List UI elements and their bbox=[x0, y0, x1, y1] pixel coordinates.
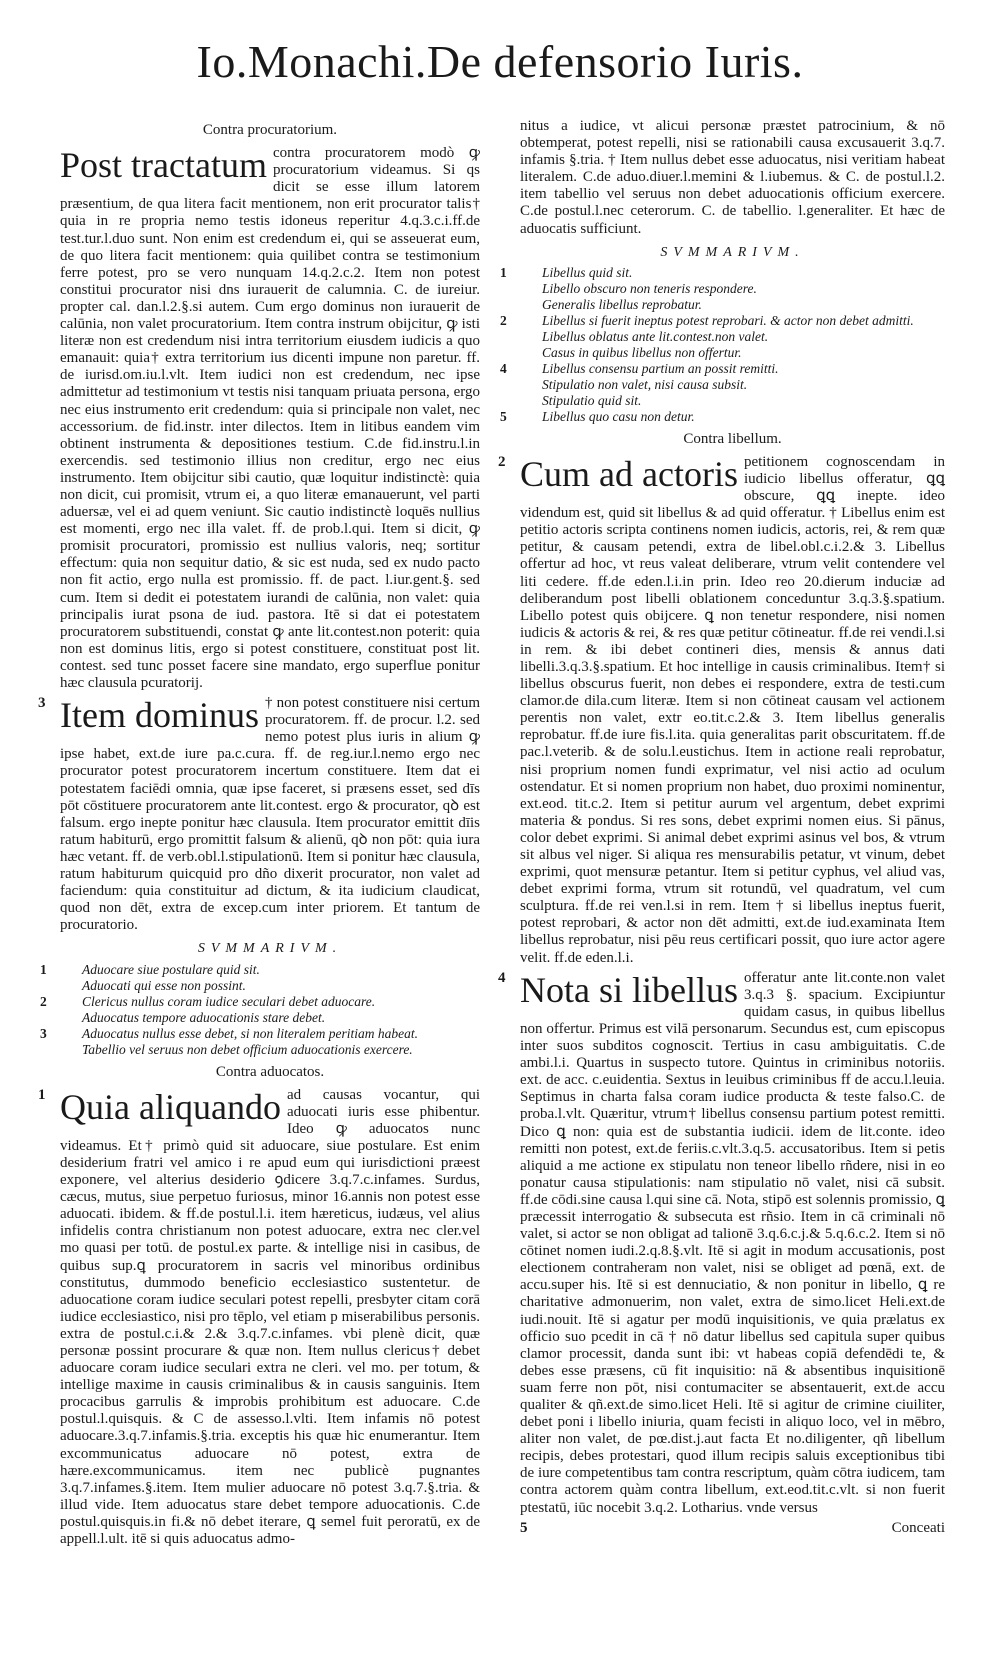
summarium-number: 2 bbox=[40, 993, 47, 1009]
summarium-item bbox=[500, 312, 945, 329]
summarium-text: Aduocatus tempore aduocationis stare debet. bbox=[82, 1009, 326, 1025]
summarium-item bbox=[520, 297, 945, 313]
text-nota-libellus: offeratur ante lit.conte.non valet 3.q.3 §. spacium. Excipiuntur quidam casus, in quibus libellus non offertur. Primus est vilā personarum. Secundus est, cum episcopus inter suos subditos cognoscit. Tertius in casu ambiguitatis. C.de ambi.l.i. Quartus in suspecto tutore. Quintus in criminibus notoriis. ext. de acc. c.euidentia. Sextus in leuibus criminibus ff de accu.l.leuia. Septimus in charta falsa coram iudice producta & teste falso.C. de proba.l.vlt. Quæritur, vtrum† libellus consensu partium potest remitti. Dico ꝗ non: quia est de substantia iudicii. idem de lit.conte. ideo remitti non potest, ext.de feriis.c.vlt.3.q.5. accusatoribus. Item si petis aliquid a me actione ex stipulatu non teneor libello rñdere, nisi in eo ponatur causa stipulationis: nam stipulatio nō valet, nisi cā subsit. ff.de cōdi.sine causa l.qui sine cā. Nota, stipō est solennis promissio, ꝗ præcessit interrogatio & subsecuta est rñsio. Item in cā criminali nō valet, si actor se non obligat ad talionē 3.q.6.c.j.& 5.q.6.c.2. Item si nō cōtinet nomen iudi.2.q.8.§.vlt. Itē si agit in modum accusationis, post electionem contraheram non valet, nisi se obliget ad pœnā, ext. de accu.super his. Itē si est dennuciatio, & non ponitur in libello, ꝗ re charitative admonuerim, non valet, extra de simo.licet Heli.ext.de iudi.nouit. Itē si agatur per modū inquisitionis, ve quia prælatus ex officio suo pcedit in cā † nō datur libellus sed capitula super quibus clamor processit, danda sunt ibi: vt habeas copiā defendēdi te, & debes esse præsens, cū fit inquisitio: nā & absentibus inquisitionē suam ferre non pōt, nisi contumaciter se absentauerit, ext.de accu qualiter & qñ.ext.de simo.licet Heli. Itē si agitur de crimine ciuiliter, debet poni i libello iniuria, quam fecisti in aliquo loco, vel in mēbro, aliter non valet, de pœ.dist.j.aut facta Et no.diligenter, qñ libellum recipis, debes protestari, quod illum recipis saluis exceptionibus tibi de iure competentibus tam contra rescriptum, quàm cōtra iudicem, tam contra actorem quàm contra libellum, ext.eod.tit.c.vlt. si non fuerit ptestatū, iūc nocebit 3.q.2. Lotharius. vnde versus bbox=[520, 969, 945, 1516]
text-item-dominus: † non potest constituere nisi certum procuratorem. ff. de procur. l.2. sed nemo potest plus iuris in alium ꝙ ipse habet, ext.de iure pa.c.cura. ff. de reg.iur.l.nemo ergo nec procurator potest procuratorem incertum constituere. Item dat ei potestatem faciēdi omnia, quæ ipse faceret, si præsens esset, sed dīs pōt cōstituere procuratorem ante lit.contest. ergo & procurator, qꝺ est falsum. ergo inepte ponitur hæc clausula. Item procurator emittit dīis ratum habiturū, ergo promittit falsum & alienū, qꝺ non pōt: quia iura hæc vetant. ff. de verb.obl.l.stipulationū. Item si ponitur hæc clausula, ratum habiturum quicquid pro dño dixerit procurator, non valet ad faciendum: quia constituitur ad dictum, & ita iudicium claudicat, quod non dēt, extra de excep.cum inter priorem. Et tantum de procuratorio. bbox=[60, 695, 480, 934]
initial-nota-si-libellus: Nota si libellus bbox=[520, 969, 738, 1010]
summarium-item bbox=[60, 978, 480, 994]
summarium-text: Aduocatus nullus esse debet, si non literalem peritiam habeat. bbox=[82, 1025, 418, 1041]
text-libellus: petitionem cognoscendam in iudicio libellus offeratur, ꝗꝗ obscure, ꝗꝗ inepte. ideo videndum est, quid sit libellus & ad quid offeratur. † Libellus enim est petitio actoris scripta continens nomen iudicis, actoris, rei, & rem quæ petitur, & causam petendi, extra de libel.obl.c.i.2.& 3. Libellus offertur ad hoc, vt reus valeat deliberare, vtrum velit contendere vel liti cedere. ff.de eden.l.i.in prin. Ideo reo 20.dierum induciæ ad deliberandum post libelli oblationem conceduntur 3.q.3.§.spatium. Libello potest quis obijcere. ꝗ non tenetur respondere, nisi nomen iudicis & actoris & rei, & res quæ petitur cōtineatur. ff.de rei vendi.l.si in rem. & ibi debet contineri dies, mensis & annus dati libelli.3.q.3.§.spatium. Et hoc intellige in causis criminalibus. Item† si libellus obscurus fuerit, non debes ei respondere, extra de testi.cum clamor.de dila.cum literæ. Item si non cōtineat causam vel actionem perentis non valet, extr eo.tit.c.2.& 3. Item libellus generalis reprobatur. ff.de iure fis.l.ita. quia generalitas parit obscuritatem. ff.de pac.l.veterib. & de solu.l.eustichus. Item in actione reali reprobatur, nisi proprium nomen fundi exprimatur, vel nisi actio ad oculum ostendatur. Et si nomen proprium non habet, duo proximi nominentur, ext.eod. tit.c.2. Item si petitur aurum vel argentum, debet exprimi materia & pondus. Si res sons, debet exprimi nomen eius. Si pānus, color debet exprimi. Si animal debet exprimi asinus vel bos, & vtrum sit albus vel niger. Si aliqua res mensurabilis petatur, vt vinum, debet exprimi, quot mensuræ petantur. Item si petitur cyphus, vel aliud vas, debet exprimi forma, vtrum sit rotundū, vel quadratum, vel cum sculptura. ff.de rei ven.l.si in rem. Item † si libellus ineptus fuerit, potest reprobari, & actor non dēt admitti, ext.de iud.examinata Item libellus reprobatur, nisi pēu reus certificari possit, quo iure actor agere velit. ff.de eden.l.i. bbox=[520, 453, 945, 966]
summarium-item bbox=[520, 345, 945, 361]
summarium-item bbox=[60, 1010, 480, 1026]
paragraph-procuratorium bbox=[60, 145, 480, 692]
summarium-number: 3 bbox=[40, 1025, 47, 1041]
summarium-text: Libellus quo casu non detur. bbox=[542, 408, 695, 424]
right-column bbox=[498, 118, 945, 1537]
summarium-item bbox=[40, 1025, 480, 1042]
initial-cum-ad-actoris: Cum ad actoris bbox=[520, 453, 738, 494]
summarium-text: Generalis libellus reprobatur. bbox=[542, 296, 702, 312]
summarium-text: Libello obscuro non teneris respondere. bbox=[542, 280, 757, 296]
summarium-text: Stipulatio non valet, nisi causa subsit. bbox=[542, 376, 748, 392]
rubric-contra-procuratorium: Contra procuratorium. bbox=[202, 122, 338, 138]
summarium-number: 5 bbox=[500, 408, 507, 424]
initial-item-dominus: Item dominus bbox=[60, 695, 259, 736]
summarium-text: Stipulatio quid sit. bbox=[542, 392, 642, 408]
margin-number: 3 bbox=[38, 695, 46, 712]
text-aduocati: ad causas vocantur, qui aduocati iuris esse phibentur. Ideo ꝙ aduocatos nunc videamus. Et† primò quid sit aduocare, siue postulare. Est enim desiderium fratri vel amico i re apud eum qui iurisdictioni præest exponere, vel alterius desiderio ꝯdicere 3.q.7.c.infames. Surdus, cæcus, mutus, siue perpetuo furiosus, minor 16.annis non potest esse aduocati. ibidem. & ff.de postul.l.i. item hæreticus, iudæus, vel alius infidelis contra christianum non potest aduocare, extra nec cler.vel mo quasi per totū. de postul.ex parte. & intellige nisi in casibus, de quibus sup.ꝗ procuratorem in sacris vel minoribus ordinibus constitutus, dummodo beneficio ecclesiastico sustentetur. de aduocatione coram iudice seculari potest repelli, presbyter citam corā iudice ecclesiastico, nisi pro tēplo, vel etiam p miserabilibus personis. extra de postul.c.i.& 2.& 3.q.7.c.infames. vbi plenè dicit, quæ personæ possint procurare & quæ non. Item nullus clericus† debet aduocare coram iudice seculari extra ne cleri. vel mo. per totum, & intellige maxime in causis criminalibus & in causis sanguinis. Item procacibus garrulis & improbis prohibitum est aduocare. C.de postul.l.quisquis. & C de assesso.l.vlti. Item infamis nō potest aduocare.3.q.7.infamis.§.tria. exceptis his quæ hic enumerantur. Item excommunicatus aduocare nō potest, extra de hære.excommunicamus. item nec publicè pugnantes 3.q.7.infames.§.item. Item mulier aduocare nō potest 3.q.7.§.tria. & illud vide. Item aduocatus stare debet tempore aduocationis. C.de postul.quisquis.in fi.& nō debet iterare, ꝗ semel fuit peroratū, ex de appell.l.ult. itē si quis aduocatus admo- bbox=[60, 1086, 480, 1548]
summarium-item bbox=[520, 377, 945, 393]
summarium-text: Libellus oblatus ante lit.contest.non valet. bbox=[542, 328, 769, 344]
summarium-text: Casus in quibus libellus non offertur. bbox=[542, 344, 742, 360]
summarium-item bbox=[60, 1042, 480, 1058]
summarium-heading: SVMMARIVM. bbox=[197, 941, 343, 957]
summarium-list-libellus bbox=[500, 264, 945, 425]
left-column bbox=[38, 118, 480, 1551]
summarium-number: 2 bbox=[500, 312, 507, 328]
catchword-text: Conceati bbox=[891, 1519, 945, 1536]
margin-number: 2 bbox=[498, 453, 506, 470]
summarium-text: Libellus consensu partium an possit remitti. bbox=[542, 360, 779, 376]
summarium-list-aduocati bbox=[40, 961, 480, 1058]
initial-quia-aliquando: Quia aliquando bbox=[60, 1086, 281, 1127]
summarium-number: 1 bbox=[40, 961, 47, 977]
paragraph-item-dominus bbox=[38, 695, 480, 934]
rubric-contra-aduocatos: Contra aduocatos. bbox=[215, 1063, 325, 1080]
rubric-contra-libellum: Contra libellum. bbox=[683, 430, 782, 447]
summarium-item bbox=[500, 408, 945, 425]
margin-number: 4 bbox=[498, 969, 506, 986]
summarium-text: Tabellio vel seruus non debet officium aduocationis exercere. bbox=[82, 1041, 413, 1057]
page-title: Io.Monachi.De defensorio Iuris. bbox=[196, 36, 804, 87]
paragraph-libellus bbox=[498, 453, 945, 967]
initial-post-tractatum: Post tractatum bbox=[60, 145, 267, 186]
summarium-text: Libellus quid sit. bbox=[542, 264, 633, 280]
summarium-item bbox=[500, 264, 945, 281]
summarium-heading: SVMMARIVM. bbox=[660, 244, 805, 260]
summarium-text: Aduocati qui esse non possint. bbox=[82, 977, 246, 993]
summarium-item bbox=[520, 329, 945, 345]
paragraph-nota-libellus bbox=[498, 969, 945, 1517]
margin-number: 1 bbox=[38, 1086, 46, 1103]
summarium-number: 1 bbox=[500, 264, 507, 280]
summarium-number: 4 bbox=[500, 360, 507, 376]
summarium-item bbox=[40, 961, 480, 978]
paragraph-aduocati bbox=[38, 1086, 480, 1549]
margin-number: 5 bbox=[520, 1519, 528, 1536]
summarium-text: Clericus nullus coram iudice seculari debet aduocare. bbox=[82, 993, 376, 1009]
summarium-item bbox=[500, 360, 945, 377]
text-procuratorium: contra procuratorem modò ꝙ procuratorium videamus. Si qs dicit se esse illum latorem præsentium, de qua litera facit mentionem, non erit procurator talis† quia in re propria nemo testis idoneus reperitur 4.q.3.c.i.ff.de test.tur.l.duo sunt. Non enim est credendum ei, qui se asseuerat eum, de quo litera facit mentionem: quia quilibet contra se testimonium ferre potest, pro se vero nunquam 14.q.2.c.2. Item non potest constitui procurator nisi dns iurauerit de calumnia. C. de iureiur. propter cal. dan.l.2.§.si autem. Cum ergo dominus non iurauerit de calūnia, non valet procuratorium. Item contra instrum obijcitur, ꝙ isti literæ non est credendum nisi intra territorium eiusdem iudicis a quo emanauit: quia† extra territorium ius dicenti impune non paretur. ff. de iurisd.om.iu.l.vlt. Item iudici non est credendum, nec ipse admittetur ad testimonium vt testis nisi tanquam priuata persona, ergo nec eius instrumento erit credendum: quia si principale non valet, nec accessorium. de fid.instr. inter dilectos. Item in litibus eandem vim obtinent instrumenta & depositiones testium. C.de fid.instru.l.in exercendis. sed testimonio illius non creditur, ergo nec eius instrumento. Item obijcitur sibi cautio, quæ loquitur indistinctè: quia non dicit, cui promisit, vtrum ei, a quo literæ emanauerunt, vel parti aduersæ, vel ei ad quem veniunt. Sic cautio indistinctè loquēs nullius est momenti, ergo nec illa valet. ff. de prob.l.qui. Item si dicit, ꝙ promisit procuratori, promissio est nullius valoris, neq; sortitur effectum: quia non sequitur datio, & sic est nuda, sed ex nudo pacto non fit actio, ergo nulla est promissio. ff. de pact. l.iur.gent.§. sed cum. Item si dedit ei potestatem iurandi de calūnia, non valet: quia principalis iurat psona de iud. pastora. Itē si dat ei potestatem procuratorem substituendi, constat ꝙ ante lit.contest.non poterit: quia non est dominus litis, ergo si potest constituere, constituat post lit. contest. sed tunc posset facere sine mandato, ergo superflue ponitur hæc clausula pcuratorij. bbox=[60, 145, 480, 691]
catchword bbox=[520, 1520, 945, 1537]
paragraph-aduocati-cont: nitus a iudice, vt alicui personæ præstet patrocinium, & nō obtemperat, potest repelli, nisi se rationabili causa excusauerit 3.q.7. infamis §.tria. † Item nullus debet esse aduocatus, nisi veritiam habeat literalem. C.de aduo.diuer.l.memini & l.iubemus. & C. de postul.l.2. item tabellio vel seruus non debet aduocationis officium exercere. C.de postul.l.nec ceterorum. C. de tabellio. l.generaliter. Et hæc de aduocatis sufficiunt. bbox=[520, 118, 945, 237]
summarium-item bbox=[40, 993, 480, 1010]
summarium-item bbox=[520, 281, 945, 297]
summarium-text: Libellus si fuerit ineptus potest reprobari. & actor non debet admitti. bbox=[542, 312, 914, 328]
summarium-item bbox=[520, 393, 945, 409]
summarium-text: Aduocare siue postulare quid sit. bbox=[82, 961, 260, 977]
